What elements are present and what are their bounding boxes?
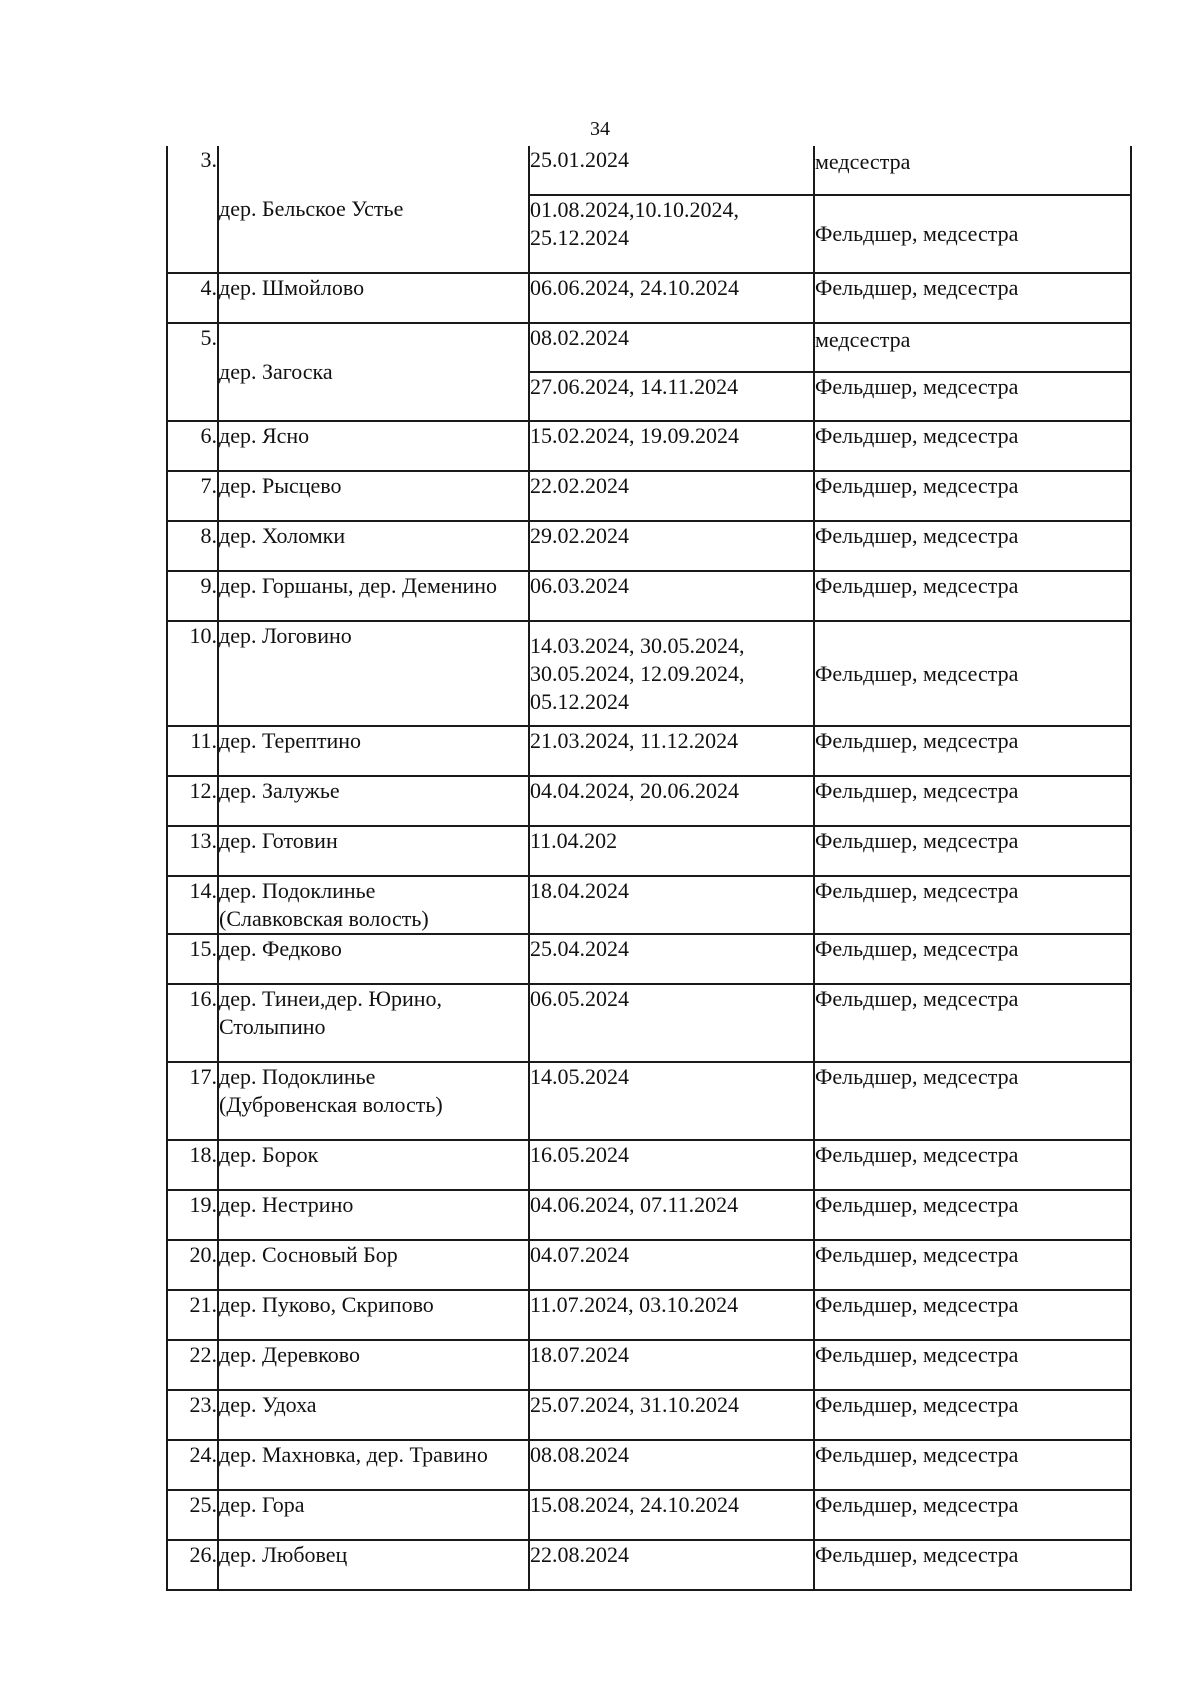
cell-text-line: дер. Махновка, дер. Травино xyxy=(219,1442,488,1467)
table-row xyxy=(167,1490,1131,1540)
visit-dates xyxy=(529,1240,814,1290)
table-row xyxy=(167,1540,1131,1590)
settlement-name xyxy=(218,1240,529,1290)
visit-dates xyxy=(529,521,814,571)
row-number: 7. xyxy=(167,471,218,521)
settlement-name xyxy=(218,273,529,323)
cell-text-line: дер. Нестрино xyxy=(219,1192,354,1217)
settlement-name xyxy=(218,984,529,1062)
settlement-name xyxy=(218,1390,529,1440)
cell-text-line: дер. Тинеи,дер. Юрино, xyxy=(219,986,443,1011)
settlement-name xyxy=(218,1440,529,1490)
staff-assigned: Фельдшер, медсестра xyxy=(814,1340,1131,1390)
cell-text-line: 14.03.2024, 30.05.2024, xyxy=(530,632,745,658)
table-row xyxy=(167,1440,1131,1490)
row-number: 23. xyxy=(167,1390,218,1440)
settlement-name xyxy=(218,776,529,826)
staff-assigned: Фельдшер, медсестра xyxy=(814,876,1131,934)
staff-assigned: Фельдшер, медсестра xyxy=(814,1240,1131,1290)
cell-text-line: 25.01.2024 xyxy=(530,147,629,172)
staff-assigned: Фельдшер, медсестра xyxy=(814,1290,1131,1340)
cell-text-line: Столыпино xyxy=(219,1014,326,1039)
visit-dates xyxy=(529,726,814,776)
settlement-name xyxy=(218,826,529,876)
row-number: 24. xyxy=(167,1440,218,1490)
visit-dates xyxy=(529,1190,814,1240)
row-number: 9. xyxy=(167,571,218,621)
table-row xyxy=(167,521,1131,571)
row-number: 5. xyxy=(167,323,218,421)
table-row xyxy=(167,826,1131,876)
staff-assigned: Фельдшер, медсестра xyxy=(814,1540,1131,1590)
cell-text-line: дер. Подоклинье xyxy=(219,1064,376,1089)
cell-text-line: дер. Холомки xyxy=(219,523,346,548)
row-number: 26. xyxy=(167,1540,218,1590)
table-row xyxy=(167,323,1131,372)
settlement-name xyxy=(218,521,529,571)
table-row xyxy=(167,471,1131,521)
cell-text-line: 08.02.2024 xyxy=(530,325,629,350)
cell-text-line: 21.03.2024, 11.12.2024 xyxy=(530,728,739,753)
cell-text-line: 25.12.2024 xyxy=(530,225,629,250)
staff-assigned: Фельдшер, медсестра xyxy=(814,521,1131,571)
cell-text-line: дер. Логовино xyxy=(219,623,352,648)
visit-dates xyxy=(529,1540,814,1590)
visit-dates xyxy=(529,1140,814,1190)
row-number: 4. xyxy=(167,273,218,323)
cell-text-line: 04.04.2024, 20.06.2024 xyxy=(530,778,739,803)
table-row xyxy=(167,1140,1131,1190)
visit-dates xyxy=(529,323,814,372)
row-number: 25. xyxy=(167,1490,218,1540)
cell-text-line: дер. Горшаны, дер. Деменино xyxy=(219,573,498,598)
staff-assigned: медсестра xyxy=(814,146,1131,195)
visit-dates xyxy=(529,471,814,521)
row-number: 21. xyxy=(167,1290,218,1340)
visit-dates xyxy=(529,571,814,621)
cell-text-line: дер. Подоклинье xyxy=(219,878,376,903)
staff-assigned: Фельдшер, медсестра xyxy=(814,1062,1131,1140)
cell-text-line: дер. Бельское Устье xyxy=(219,196,404,221)
cell-text-line: 25.07.2024, 31.10.2024 xyxy=(530,1392,739,1417)
visit-schedule-table xyxy=(166,146,1132,1591)
settlement-name xyxy=(218,1540,529,1590)
cell-text-line: 25.04.2024 xyxy=(530,936,629,961)
row-number: 17. xyxy=(167,1062,218,1140)
staff-assigned: Фельдшер, медсестра xyxy=(814,1140,1131,1190)
staff-assigned: Фельдшер, медсестра xyxy=(814,372,1131,421)
cell-text-line: дер. Ясно xyxy=(219,423,310,448)
table-row xyxy=(167,876,1131,934)
settlement-name xyxy=(218,1190,529,1240)
settlement-name xyxy=(218,146,529,273)
row-number: 15. xyxy=(167,934,218,984)
cell-text-line: дер. Борок xyxy=(219,1142,319,1167)
cell-text-line: 22.08.2024 xyxy=(530,1542,629,1567)
row-number: 13. xyxy=(167,826,218,876)
cell-text-line: 06.03.2024 xyxy=(530,573,629,598)
table-row xyxy=(167,146,1131,195)
settlement-name xyxy=(218,876,529,934)
row-number: 12. xyxy=(167,776,218,826)
settlement-name xyxy=(218,1290,529,1340)
page-number: 34 xyxy=(590,118,610,140)
cell-text-line: 04.07.2024 xyxy=(530,1242,629,1267)
row-number: 11. xyxy=(167,726,218,776)
cell-text-line: дер. Сосновый Бор xyxy=(219,1242,398,1267)
row-number: 14. xyxy=(167,876,218,934)
cell-text-line: 27.06.2024, 14.11.2024 xyxy=(530,374,739,399)
settlement-name xyxy=(218,1340,529,1390)
cell-text-line: 15.08.2024, 24.10.2024 xyxy=(530,1492,739,1517)
staff-assigned: Фельдшер, медсестра xyxy=(814,421,1131,471)
row-number: 20. xyxy=(167,1240,218,1290)
row-number: 18. xyxy=(167,1140,218,1190)
row-number: 3. xyxy=(167,146,218,273)
staff-assigned: Фельдшер, медсестра xyxy=(814,471,1131,521)
visit-dates xyxy=(529,421,814,471)
staff-assigned: Фельдшер, медсестра xyxy=(814,776,1131,826)
settlement-name xyxy=(218,421,529,471)
cell-text-line: 18.04.2024 xyxy=(530,878,629,903)
cell-text-line: 04.06.2024, 07.11.2024 xyxy=(530,1192,739,1217)
row-number: 6. xyxy=(167,421,218,471)
cell-text-line: 11.07.2024, 03.10.2024 xyxy=(530,1292,739,1317)
table-row xyxy=(167,1240,1131,1290)
settlement-name xyxy=(218,726,529,776)
table-row xyxy=(167,1340,1131,1390)
staff-assigned: Фельдшер, медсестра xyxy=(814,934,1131,984)
cell-text-line: 06.05.2024 xyxy=(530,986,629,1011)
cell-text-line: 01.08.2024,10.10.2024, xyxy=(530,197,739,222)
staff-assigned: Фельдшер, медсестра xyxy=(814,621,1131,726)
settlement-name xyxy=(218,934,529,984)
visit-dates xyxy=(529,1290,814,1340)
table-row xyxy=(167,273,1131,323)
visit-dates xyxy=(529,1440,814,1490)
visit-dates xyxy=(529,776,814,826)
staff-assigned: Фельдшер, медсестра xyxy=(814,726,1131,776)
table-row xyxy=(167,1290,1131,1340)
visit-dates xyxy=(529,1062,814,1140)
cell-text-line: 18.07.2024 xyxy=(530,1342,629,1367)
row-number: 16. xyxy=(167,984,218,1062)
visit-dates xyxy=(529,934,814,984)
cell-text-line: 06.06.2024, 24.10.2024 xyxy=(530,275,739,300)
cell-text-line: 08.08.2024 xyxy=(530,1442,629,1467)
visit-dates xyxy=(529,273,814,323)
cell-text-line: дер. Деревково xyxy=(219,1342,360,1367)
table-row xyxy=(167,934,1131,984)
settlement-name xyxy=(218,621,529,726)
cell-text-line: дер. Рысцево xyxy=(219,473,342,498)
staff-assigned: Фельдшер, медсестра xyxy=(814,984,1131,1062)
row-number: 22. xyxy=(167,1340,218,1390)
row-number: 8. xyxy=(167,521,218,571)
cell-text-line: 30.05.2024, 12.09.2024, xyxy=(530,660,745,686)
visit-dates xyxy=(529,372,814,421)
cell-text-line: (Дубровенская волость) xyxy=(219,1092,443,1117)
cell-text-line: дер. Удоха xyxy=(219,1392,317,1417)
settlement-name xyxy=(218,471,529,521)
cell-text-line: дер. Залужье xyxy=(219,778,340,803)
table-row xyxy=(167,984,1131,1062)
visit-dates xyxy=(529,1390,814,1440)
staff-assigned: Фельдшер, медсестра xyxy=(814,195,1131,273)
cell-text-line: дер. Готовин xyxy=(219,828,338,853)
table-row xyxy=(167,1390,1131,1440)
visit-dates xyxy=(529,984,814,1062)
cell-text-line: 16.05.2024 xyxy=(530,1142,629,1167)
cell-text-line: (Славковская волость) xyxy=(219,906,429,931)
staff-assigned: Фельдшер, медсестра xyxy=(814,1390,1131,1440)
table-row xyxy=(167,1190,1131,1240)
staff-assigned: Фельдшер, медсестра xyxy=(814,1190,1131,1240)
visit-dates xyxy=(529,1340,814,1390)
cell-text-line: дер. Шмойлово xyxy=(219,275,365,300)
cell-text-line: дер. Федково xyxy=(219,936,342,961)
settlement-name xyxy=(218,571,529,621)
staff-assigned: Фельдшер, медсестра xyxy=(814,571,1131,621)
table-row xyxy=(167,621,1131,726)
cell-text-line: дер. Пуково, Скрипово xyxy=(219,1292,434,1317)
staff-assigned: Фельдшер, медсестра xyxy=(814,1490,1131,1540)
settlement-name xyxy=(218,323,529,421)
settlement-name xyxy=(218,1062,529,1140)
visit-dates xyxy=(529,1490,814,1540)
visit-dates xyxy=(529,621,814,726)
table-row xyxy=(167,726,1131,776)
cell-text-line: 11.04.202 xyxy=(530,828,618,853)
settlement-name xyxy=(218,1490,529,1540)
settlement-name xyxy=(218,1140,529,1190)
cell-text-line: 29.02.2024 xyxy=(530,523,629,548)
staff-assigned: Фельдшер, медсестра xyxy=(814,1440,1131,1490)
visit-dates xyxy=(529,826,814,876)
table-row xyxy=(167,571,1131,621)
cell-text-line: дер. Загоска xyxy=(219,359,333,384)
staff-assigned: Фельдшер, медсестра xyxy=(814,273,1131,323)
table-row xyxy=(167,1062,1131,1140)
cell-text-line: дер. Любовец xyxy=(219,1542,348,1567)
row-number: 10. xyxy=(167,621,218,726)
cell-text-line: дер. Терептино xyxy=(219,728,362,753)
visit-dates xyxy=(529,195,814,273)
cell-text-line: дер. Гора xyxy=(219,1492,305,1517)
cell-text-line: 22.02.2024 xyxy=(530,473,629,498)
table-row xyxy=(167,776,1131,826)
staff-assigned: медсестра xyxy=(814,323,1131,372)
schedule-table-body xyxy=(167,146,1131,1590)
visit-dates xyxy=(529,876,814,934)
cell-text-line: 14.05.2024 xyxy=(530,1064,629,1089)
table-row xyxy=(167,421,1131,471)
row-number: 19. xyxy=(167,1190,218,1240)
staff-assigned: Фельдшер, медсестра xyxy=(814,826,1131,876)
cell-text-line: 05.12.2024 xyxy=(530,688,629,714)
cell-text-line: 15.02.2024, 19.09.2024 xyxy=(530,423,739,448)
visit-dates xyxy=(529,146,814,195)
